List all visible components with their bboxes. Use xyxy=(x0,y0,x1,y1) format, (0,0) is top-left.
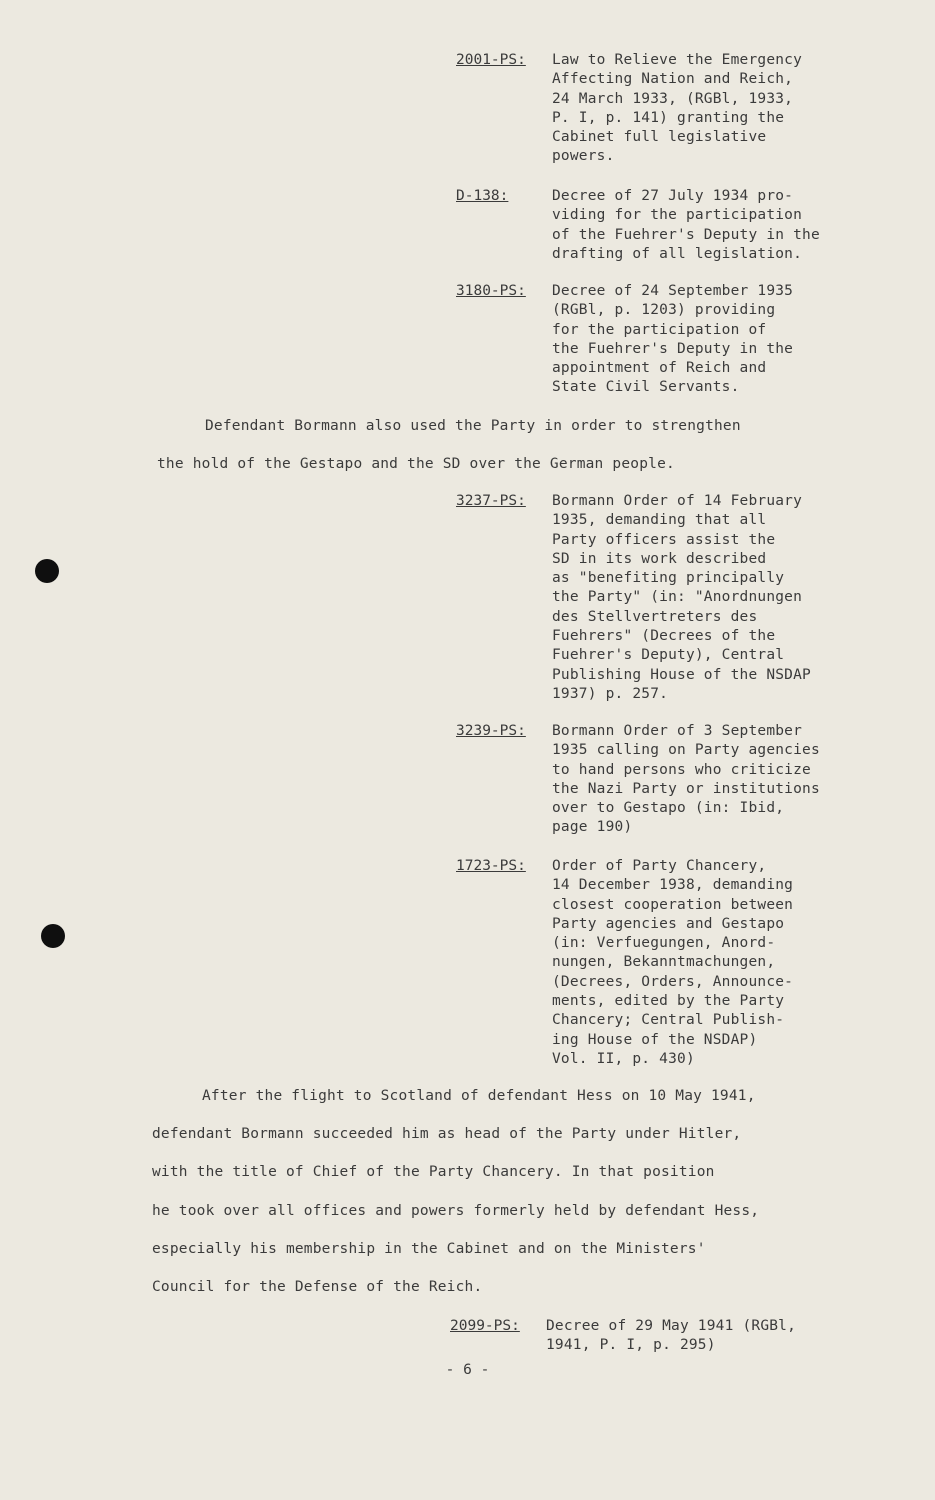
exhibit-entry-3180-ps xyxy=(456,282,852,398)
exhibit-code: 3239-PS: xyxy=(456,723,526,739)
exhibit-description: Decree of 24 September 1935 (RGBl, p. 1203) providing for the participation of the Fuehrer's Deputy in the appointment of Reich and State Civil Servants. xyxy=(552,283,794,396)
page-number: - 6 - xyxy=(445,1362,490,1378)
exhibit-description: Bormann Order of 3 September 1935 calling on Party agencies to hand persons who criticize the Nazi Party or institutions over to Gestapo (in: Ibid, page 190) xyxy=(552,723,820,836)
body-paragraph-2: After the flight to Scotland of defendant Hess on 10 May 1941, defendant Bormann succeeded him as head of the Party under Hitler, with the title of Chief of the Party Chancery. In that position he took over all offices and powers formerly held by defendant Hess, especially his membership in the Cabinet and on the Ministers' Council for the Defense of the Reich. xyxy=(152,1088,760,1296)
exhibit-entry-2001-ps xyxy=(456,51,852,167)
exhibit-entry-3237-ps xyxy=(456,492,852,704)
exhibit-code: 3180-PS: xyxy=(456,283,526,299)
exhibit-entry-3239-ps xyxy=(456,722,852,838)
exhibit-code: 3237-PS: xyxy=(456,493,526,509)
exhibit-entry-d-138 xyxy=(456,187,852,264)
exhibit-description: Decree of 29 May 1941 (RGBl, 1941, P. I, p. 295) xyxy=(546,1318,797,1354)
exhibit-code: 1723-PS: xyxy=(456,858,526,874)
exhibit-code: 2001-PS: xyxy=(456,52,526,68)
punch-hole-top xyxy=(35,559,59,583)
exhibit-code: 2099-PS: xyxy=(450,1318,520,1334)
exhibit-description: Order of Party Chancery, 14 December 1938, demanding closest cooperation between Party agencies and Gestapo (in: Verfuegungen, Anord- nungen, Bekanntmachungen, (Decrees, Orders, Announce- ments, edited by the Party Chancery; Central Publish- ing House of the NSDAP) Vol. II, p. 430) xyxy=(552,858,794,1067)
punch-hole-bottom xyxy=(41,924,65,948)
exhibit-description: Bormann Order of 14 February 1935, demanding that all Party officers assist the SD in its work described as "benefiting principally the Party" (in: "Anordnungen des Stellvertreters des Fuehrers" (Decrees of the Fuehrer's Deputy), Central Publishing House of the NSDAP 1937) p. 257. xyxy=(552,493,811,702)
exhibit-entry-2099-ps xyxy=(450,1317,846,1356)
exhibit-description: Decree of 27 July 1934 pro- viding for the participation of the Fuehrer's Deputy in the drafting of all legislation. xyxy=(552,188,820,262)
body-paragraph-1: Defendant Bormann also used the Party in order to strengthen the hold of the Gestapo and the SD over the German people. xyxy=(157,418,741,473)
exhibit-description: Law to Relieve the Emergency Affecting Nation and Reich, 24 March 1933, (RGBl, 1933, P. I, p. 141) granting the Cabinet full legislative powers. xyxy=(552,52,803,165)
exhibit-entry-1723-ps xyxy=(456,857,852,1069)
exhibit-code: D-138: xyxy=(456,188,509,204)
